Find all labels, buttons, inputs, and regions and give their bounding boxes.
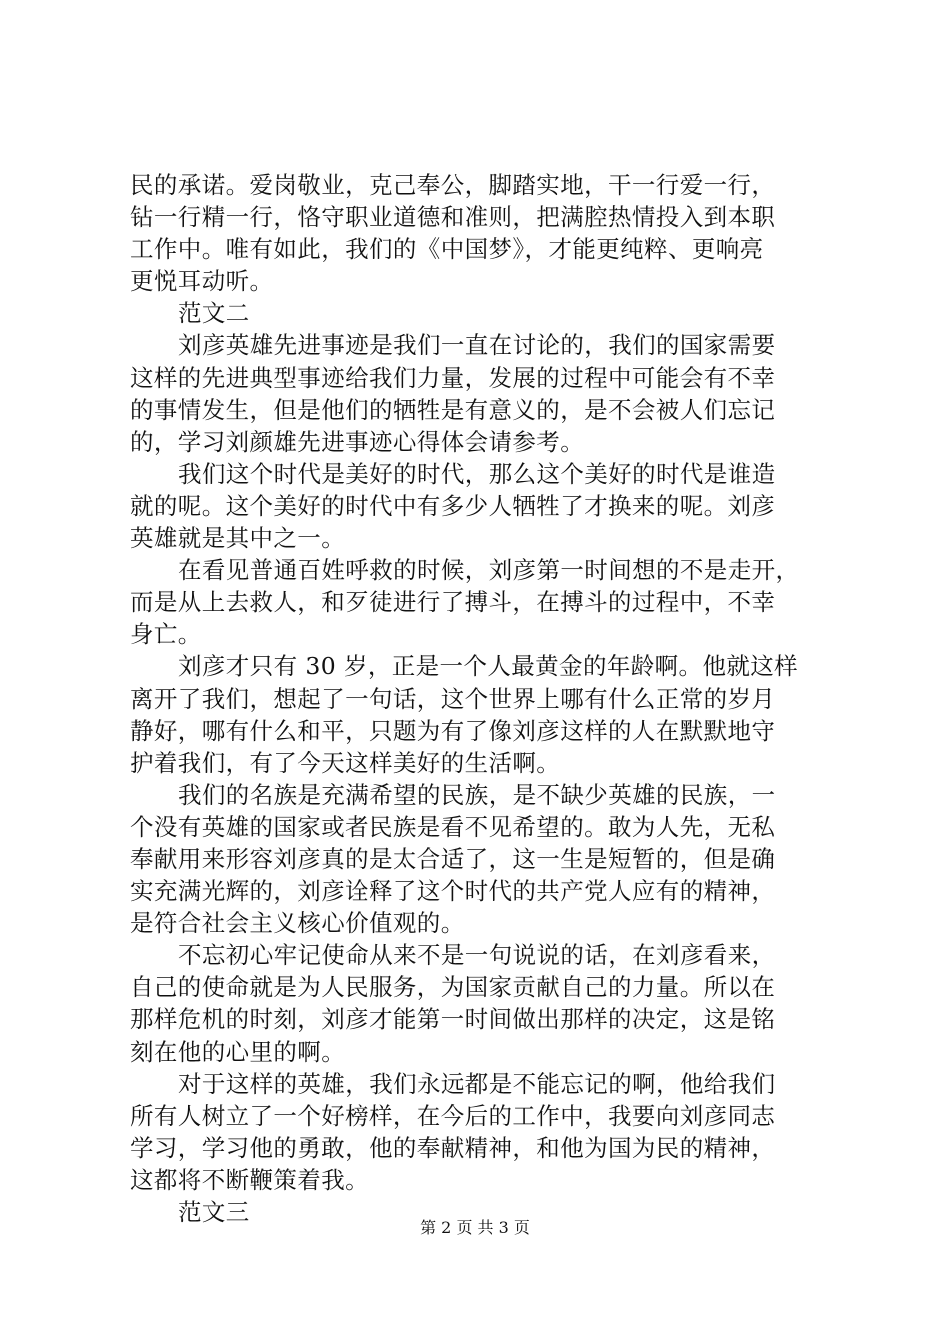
body-line: 所有人树立了一个好榜样，在今后的工作中，我要向刘彦同志 — [130, 1101, 776, 1130]
paragraph-start-line: 刘彦才只有 30 岁，正是一个人最黄金的年龄啊。他就这样 — [178, 652, 799, 681]
body-line: 的事情发生，但是他们的牺牲是有意义的，是不会被人们忘记 — [130, 395, 776, 424]
body-line: 刻在他的心里的啊。 — [130, 1037, 346, 1066]
paragraph-start-line: 刘彦英雄先进事迹是我们一直在讨论的，我们的国家需要 — [178, 331, 776, 360]
paragraph-start-line: 我们这个时代是美好的时代，那么这个美好的时代是谁造 — [178, 459, 776, 488]
body-line: 是符合社会主义核心价值观的。 — [130, 909, 465, 938]
body-line: 奉献用来形容刘彦真的是太合适了，这一生是短暂的，但是确 — [130, 844, 776, 873]
body-line: 钻一行精一行，恪守职业道德和准则，把满腔热情投入到本职 — [130, 203, 776, 232]
body-line: 这样的先进典型事迹给我们力量，发展的过程中可能会有不幸 — [130, 363, 776, 392]
body-line: 那样危机的时刻，刘彦才能第一时间做出那样的决定，这是铭 — [130, 1005, 776, 1034]
body-line: 英雄就是其中之一。 — [130, 524, 346, 553]
body-line: 的，学习刘颜雄先进事迹心得体会请参考。 — [130, 427, 585, 456]
body-line: 实充满光辉的，刘彦诠释了这个时代的共产党人应有的精神， — [130, 877, 776, 906]
body-line: 个没有英雄的国家或者民族是看不见希望的。敢为人先，无私 — [130, 812, 776, 841]
body-line: 学习，学习他的勇敢，他的奉献精神，和他为国为民的精神， — [130, 1133, 776, 1162]
document-body — [130, 169, 830, 1228]
paragraph-start-line: 我们的名族是充满希望的民族，是不缺少英雄的民族，一 — [178, 780, 776, 809]
body-line: 离开了我们，想起了一句话，这个世界上哪有什么正常的岁月 — [130, 684, 776, 713]
body-line: 静好，哪有什么和平，只题为有了像刘彦这样的人在默默地守 — [130, 716, 776, 745]
body-line: 身亡。 — [130, 620, 202, 649]
body-line: 民的承诺。爱岗敬业，克己奉公，脚踏实地，干一行爱一行， — [130, 171, 776, 199]
body-line: 而是从上去救人，和歹徒进行了搏斗，在搏斗的过程中，不幸 — [130, 588, 776, 617]
section-heading: 范文二 — [178, 299, 250, 328]
body-line: 就的呢。这个美好的时代中有多少人牺牲了才换来的呢。刘彦 — [130, 491, 776, 520]
section-heading: 范文三 — [178, 1198, 250, 1226]
body-line: 这都将不断鞭策着我。 — [130, 1165, 369, 1194]
body-line: 更悦耳动听。 — [130, 267, 274, 296]
body-line: 护着我们，有了今天这样美好的生活啊。 — [130, 748, 561, 777]
body-line: 工作中。唯有如此，我们的《中国梦》，才能更纯粹、更响亮 — [130, 235, 764, 264]
paragraph-start-line: 在看见普通百姓呼救的时候，刘彦第一时间想的不是走开， — [178, 556, 800, 585]
page-number-footer: 第 2 页 共 3 页 — [420, 1218, 530, 1237]
body-line: 自己的使命就是为人民服务，为国家贡献自己的力量。所以在 — [130, 973, 776, 1002]
paragraph-start-line: 不忘初心牢记使命从来不是一句说说的话，在刘彦看来， — [178, 941, 776, 970]
paragraph-start-line: 对于这样的英雄，我们永远都是不能忘记的啊，他给我们 — [178, 1069, 776, 1098]
